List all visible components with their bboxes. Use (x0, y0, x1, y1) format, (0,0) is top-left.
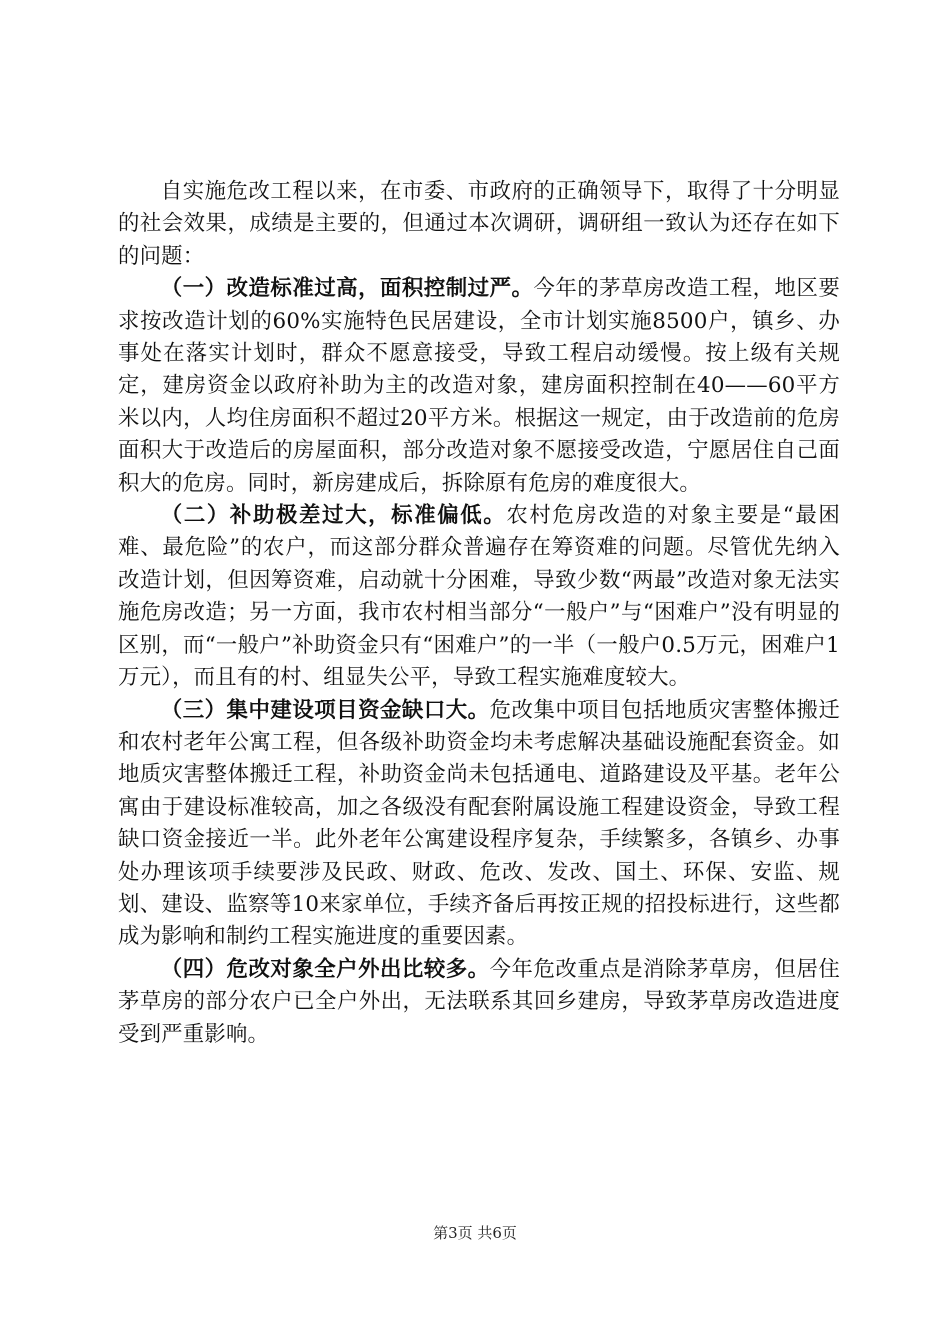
paragraph-text: 今年的茅草房改造工程，地区要求按改造计划的60%实施特色民居建设，全市计划实施8500户，镇乡、办事处在落实计划时，群众不愿意接受，导致工程启动缓慢。按上级有关规定，建房资金以政府补助为主的改造对象，建房面积控制在40——60平方米以内，人均住房面积不超过20平方米。根据这一规定，由于改造前的危房面积大于改造后的房屋面积，部分改造对象不愿接受改造，宁愿居住自己面积大的危房。同时，新房建成后，拆除原有危房的难度很大。 (118, 276, 840, 496)
issue-heading: （二）补助极差过大，标准偏低。 (160, 503, 507, 529)
paragraph-text: 今年危改重点是消除茅草房，但居住茅草房的部分农户已全户外出，无法联系其回乡建房，导致茅草房改造进度受到严重影响。 (118, 956, 840, 1047)
issue-heading: （四）危改对象全户外出比较多。 (160, 956, 490, 982)
document-body (118, 176, 840, 1051)
page-number-footer: 第3页 共6页 (433, 1224, 517, 1242)
paragraph-intro (118, 176, 840, 273)
paragraph-issue-2 (118, 500, 840, 694)
issue-heading: （三）集中建设项目资金缺口大。 (160, 697, 490, 723)
paragraph-text: 农村危房改造的对象主要是“最困难、最危险”的农户，而这部分群众普遍存在筹资难的问题。尽管优先纳入改造计划，但因筹资难，启动就十分困难，导致少数“两最”改造对象无法实施危房改造；另一方面，我市农村相当部分“一般户”与“困难户”没有明显的区别，而“一般户”补助资金只有“困难户”的一半（一般户0.5万元，困难户1万元），而且有的村、组显失公平，导致工程实施难度较大。 (118, 503, 840, 691)
paragraph-text: 危改集中项目包括地质灾害整体搬迁和农村老年公寓工程，但各级补助资金均未考虑解决基础设施配套资金。如地质灾害整体搬迁工程，补助资金尚未包括通电、道路建设及平基。老年公寓由于建设标准较高，加之各级没有配套附属设施工程建设资金，导致工程缺口资金接近一半。此外老年公寓建设程序复杂，手续繁多，各镇乡、办事处办理该项手续要涉及民政、财政、危改、发改、国土、环保、安监、规划、建设、监察等10来家单位，手续齐备后再按正规的招投标进行，这些都成为影响和制约工程实施进度的重要因素。 (118, 697, 840, 950)
paragraph-issue-4 (118, 954, 840, 1051)
paragraph-text: 自实施危改工程以来，在市委、市政府的正确领导下，取得了十分明显的社会效果，成绩是主要的，但通过本次调研，调研组一致认为还存在如下的问题： (118, 179, 840, 269)
paragraph-issue-1 (118, 273, 840, 500)
issue-heading: （一）改造标准过高，面积控制过严。 (160, 276, 534, 302)
paragraph-issue-3 (118, 695, 840, 954)
